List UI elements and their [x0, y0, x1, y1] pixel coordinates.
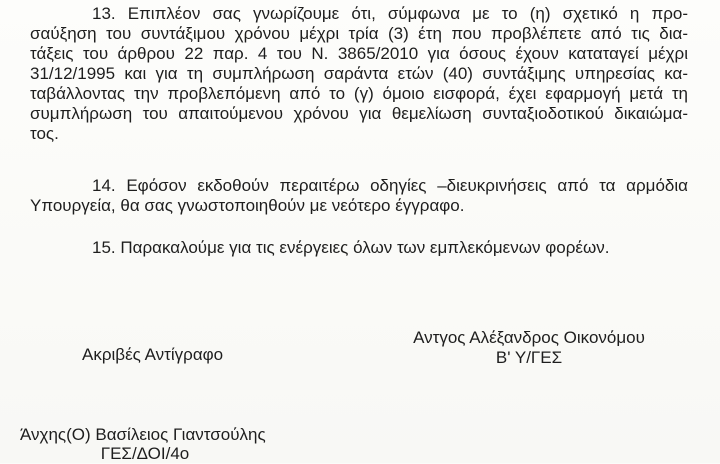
officer-unit: ΓΕΣ/ΔΟΙ/4ο: [100, 444, 190, 463]
paragraph-15: 15. Παρακαλούμε για τις ενέργειες όλων των εμπλεκόμενων φορέων.: [92, 238, 610, 257]
paragraph-14-line-2: Υπουργεία, θα σας γνωστοποιηθούν με νεότερο έγγραφο.: [30, 196, 465, 215]
paragraph-13-line-4: 31/12/1995 και για τη συμπλήρωση σαράντα ετών (40) συντάξιμης υπηρεσίας κα-: [30, 64, 688, 83]
officer-name: Άνχης(Ο) Βασίλειος Γιαντσούλης: [20, 425, 266, 444]
paragraph-13-line-7: τος.: [30, 124, 59, 143]
certified-copy-label: Ακριβές Αντίγραφο: [82, 345, 224, 364]
paragraph-14-line-1: 14. Εφόσον εκδοθούν περαιτέρω οδηγίες –διευκρινήσεις από τα αρμόδια: [92, 176, 688, 195]
paragraph-13-line-5: ταβάλλοντας την προβλεπόμενη από το (γ) όμοιο εισφορά, έχει εφαρμογή μετά τη: [30, 84, 688, 103]
paragraph-13-line-2: σαύξηση του συντάξιμου χρόνου μέχρι τρία (3) έτη που προβλέπετε από τις δια-: [30, 24, 688, 43]
paragraph-13-line-6: συμπλήρωση του απαιτούμενου χρόνου για θεμελίωση συνταξιοδοτικού δικαιώμα-: [30, 104, 688, 123]
signer-name: Αντγος Αλέξανδρος Οικονόμου: [413, 328, 645, 347]
paragraph-13-line-3: τάξεις του άρθρου 22 παρ. 4 του Ν. 3865/2010 για όσους έχουν καταταγεί μέχρι: [30, 44, 688, 63]
paragraph-13-line-1: 13. Επιπλέον σας γνωρίζουμε ότι, σύμφωνα με το (η) σχετικό η προ-: [92, 4, 688, 23]
signer-role: Β' Υ/ΓΕΣ: [495, 348, 563, 367]
